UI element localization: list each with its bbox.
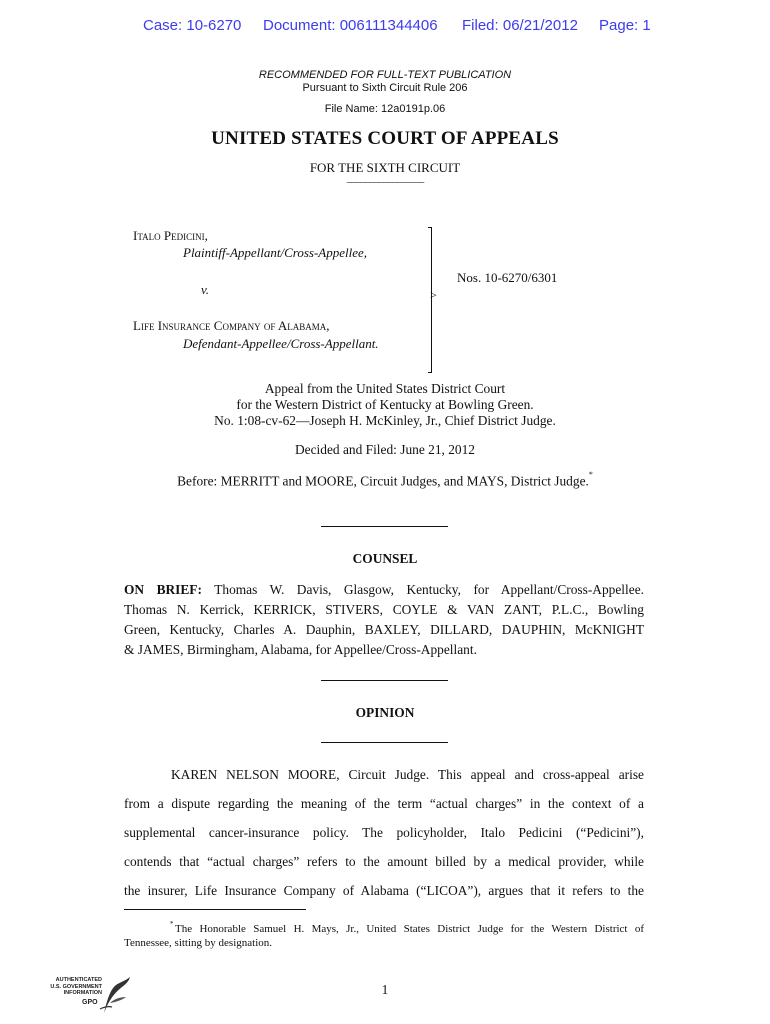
filed-date: Filed: 06/21/2012 <box>462 17 578 34</box>
opinion-line: the insurer, Life Insurance Company of Alabama (“LICOA”), argues that it refers to the <box>124 883 644 898</box>
footnote-rule <box>124 909 306 910</box>
counsel-line: ON BRIEF: Thomas W. Davis, Glasgow, Kentucky, for Appellant/Cross-Appellee. <box>124 582 644 597</box>
gpo-mark: GPO <box>82 999 98 1006</box>
section-divider <box>321 680 448 681</box>
appeal-line-2: for the Western District of Kentucky at Bowling Green. <box>236 397 534 412</box>
footnote <box>124 922 644 950</box>
circuit-rule: _________________ <box>346 172 424 184</box>
defendant-name: Life Insurance Company of Alabama, <box>133 318 330 333</box>
defendant-role: Defendant-Appellee/Cross-Appellant. <box>183 336 379 351</box>
panel-judges: Before: MERRITT and MOORE, Circuit Judges, and MAYS, District Judge. <box>177 473 589 489</box>
plaintiff-role: Plaintiff-Appellant/Cross-Appellee, <box>183 245 368 260</box>
opinion-line: KAREN NELSON MOORE, Circuit Judge. This appeal and cross-appeal arise <box>171 767 644 782</box>
appeal-line-3: No. 1:08-cv-62—Joseph H. McKinley, Jr., Chief District Judge. <box>214 413 556 428</box>
decided-filed: Decided and Filed: June 21, 2012 <box>295 442 475 457</box>
opinion-line: from a dispute regarding the meaning of the term “actual charges” in the context of a <box>124 796 644 811</box>
bracket-arrow: > <box>430 288 437 302</box>
opinion-body <box>124 767 644 912</box>
court-name: UNITED STATES COURT OF APPEALS <box>211 128 559 149</box>
counsel-label: ON BRIEF: <box>124 582 202 597</box>
document-number: Document: 006111344406 <box>263 17 438 34</box>
counsel-heading: COUNSEL <box>352 551 418 566</box>
page-indicator: Page: 1 <box>599 17 651 34</box>
file-name: File Name: 12a0191p.06 <box>324 103 446 115</box>
counsel-line: Thomas N. Kerrick, KERRICK, STIVERS, COYLE & VAN ZANT, P.L.C., Bowling <box>124 602 644 617</box>
before-panel <box>0 470 770 489</box>
gpo-logo-text: AUTHENTICATED U.S. GOVERNMENT INFORMATION <box>50 977 102 996</box>
section-divider <box>321 526 448 527</box>
opinion-line: contends that “actual charges” refers to the amount billed by a medical provider, while <box>124 854 644 869</box>
publication-notice: RECOMMENDED FOR FULL-TEXT PUBLICATION <box>258 69 512 81</box>
case-numbers: Nos. 10-6270/6301 <box>457 270 558 285</box>
footnote-line: Tennessee, sitting by designation. <box>124 937 273 949</box>
opinion-line: supplemental cancer-insurance policy. The policyholder, Italo Pedicini (“Pedicini”), <box>124 825 644 840</box>
footnote-line: * The Honorable Samuel H. Mays, Jr., United States District Judge for the Western District of <box>124 922 644 936</box>
plaintiff-name: Italo Pedicini, <box>133 228 208 243</box>
circuit-name: FOR THE SIXTH CIRCUIT <box>309 160 461 175</box>
counsel-line: & JAMES, Birmingham, Alabama, for Appellee/Cross-Appellant. <box>124 642 477 657</box>
footnote-reference: * <box>588 470 593 479</box>
gpo-authentication-logo <box>42 973 132 1017</box>
versus: v. <box>201 282 210 297</box>
counsel-block <box>124 580 644 660</box>
eagle-icon <box>98 973 132 1017</box>
section-divider <box>321 742 448 743</box>
publication-rule: Pursuant to Sixth Circuit Rule 206 <box>302 82 468 94</box>
ecf-header <box>0 17 770 39</box>
appeal-line-1: Appeal from the United States District Court <box>264 381 506 396</box>
opinion-heading: OPINION <box>355 705 415 720</box>
page-number: 1 <box>381 982 389 997</box>
counsel-line: Green, Kentucky, Charles A. Dauphin, BAXLEY, DILLARD, DAUPHIN, McKNIGHT <box>124 622 644 637</box>
case-number: Case: 10-6270 <box>143 17 242 34</box>
footnote-mark: * <box>170 920 174 928</box>
